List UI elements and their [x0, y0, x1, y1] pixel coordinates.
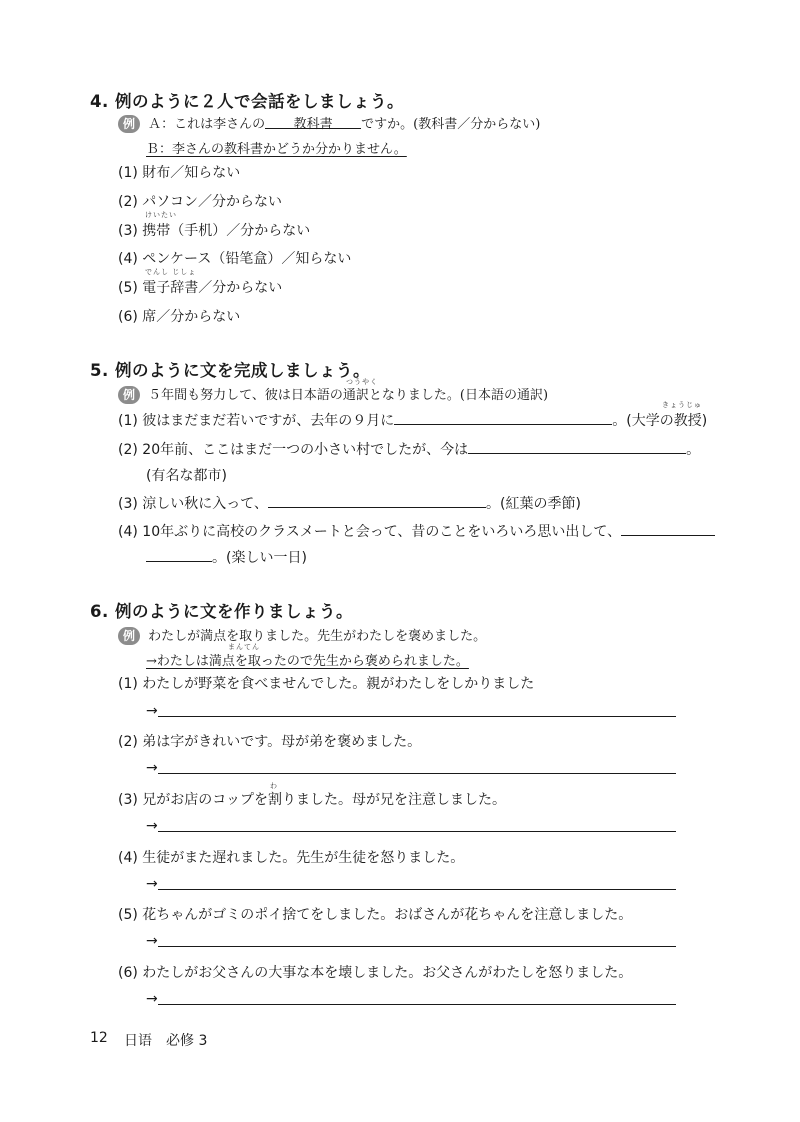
s4-item-3-ruby: けいたい [145, 211, 177, 219]
s6-item-2-answer-line[interactable] [158, 773, 676, 774]
s4-item-1: (1) 財布／知らない [118, 165, 241, 181]
s5-item-4-cont: 。(楽しい一日) [146, 546, 307, 567]
s5-item-3-blank [268, 492, 486, 508]
s4-item-5-ruby: でんし じしょ [145, 268, 197, 276]
s6-item-4-answer-line[interactable] [158, 889, 676, 890]
s4-item-6: (6) 席／分からない [118, 309, 241, 325]
arrow-icon: → [146, 818, 158, 834]
s6-item-4: (4) 生徒がまた遅れました。先生が生徒を怒りました。 [118, 850, 465, 866]
s5-example: 例 ５年間も努力して、彼は日本語の通訳となりました。(日本語の通訳) [118, 384, 548, 404]
arrow-icon: → [146, 760, 158, 776]
s6-item-5-answer-line[interactable] [158, 946, 676, 947]
s5-item-4-blank-a [621, 520, 715, 536]
s6-item-5: (5) 花ちゃんがゴミのポイ捨てをしました。おばさんが花ちゃんを注意しました。 [118, 907, 633, 923]
section-4-title: 4. 例のように２人で会話をしましょう。 [90, 92, 404, 111]
s5-item-1: (1) 彼はまだまだ若いですが、去年の９月に 。(大学の教授) [118, 409, 707, 430]
arrow-icon: → [146, 876, 158, 892]
s6-item-3: (3) 兄がお店のコップを割りました。母が兄を注意しました。 [118, 792, 507, 808]
s5-item-2-blank [468, 438, 686, 454]
s5-item-2: (2) 20年前、ここはまだ一つの小さい村でしたが、今は 。 [118, 438, 700, 459]
example-badge: 例 [118, 386, 140, 404]
s6-item-1: (1) わたしが野菜を食べませんでした。親がわたしをしかりました [118, 676, 535, 692]
s4-example-a: 例 Ａ：これは李さんの 教科書 ですか。(教科書／分からない) [118, 113, 540, 133]
s6-item-3-answer-line[interactable] [158, 831, 676, 832]
s6-item-2: (2) 弟は字がきれいです。母が弟を褒めました。 [118, 734, 422, 750]
s4-example-b: Ｂ：李さんの教科書かどうか分かりません。 [146, 142, 407, 157]
book-title: 日语 必修 3 [124, 1033, 208, 1049]
s4-item-5: (5) 電子辞書／分からない [118, 280, 283, 296]
s6-item-6: (6) わたしがお父さんの大事な本を壊しました。お父さんがわたしを怒りました。 [118, 965, 633, 981]
arrow-icon: → [146, 703, 158, 719]
s6-item-1-answer-line[interactable] [158, 716, 676, 717]
s5-item-2-hint: (有名な都市) [146, 468, 227, 484]
s5-item-4: (4) 10年ぶりに高校のクラスメートと会って、昔のことをいろいろ思い出して、 [118, 520, 715, 541]
s6-example: 例 わたしが満点を取りました。先生がわたしを褒めました。 [118, 625, 486, 645]
s4-item-2: (2) パソコン／分からない [118, 194, 283, 210]
s5-item-3: (3) 涼しい秋に入って、 。(紅葉の季節) [118, 492, 581, 513]
s4-item-4: (4) ペンケース（铅笔盒）／知らない [118, 251, 352, 267]
s5-item-1-blank [394, 409, 612, 425]
example-badge: 例 [118, 115, 140, 133]
s4-item-3: (3) 携帯（手机）／分からない [118, 223, 311, 239]
s5-example-ruby: つうやく [346, 378, 378, 386]
arrow-icon: → [146, 933, 158, 949]
s6-example-answer: →わたしは満点を取ったので先生から褒められました。 [146, 654, 469, 669]
s4-example-blank: 教科書 [265, 113, 361, 129]
s6-example-ruby: まんてん [228, 643, 260, 651]
example-badge: 例 [118, 627, 140, 645]
page-number: 12 [90, 1030, 108, 1046]
section-6-title: 6. 例のように文を作りましょう。 [90, 602, 353, 621]
s6-item-6-answer-line[interactable] [158, 1004, 676, 1005]
s5-item-1-ruby: きょうじゅ [662, 401, 702, 409]
s6-item-3-ruby: わ [270, 782, 278, 790]
arrow-icon: → [146, 991, 158, 1007]
s5-item-4-blank-b [146, 546, 212, 562]
section-5-title: 5. 例のように文を完成しましょう。 [90, 361, 370, 380]
